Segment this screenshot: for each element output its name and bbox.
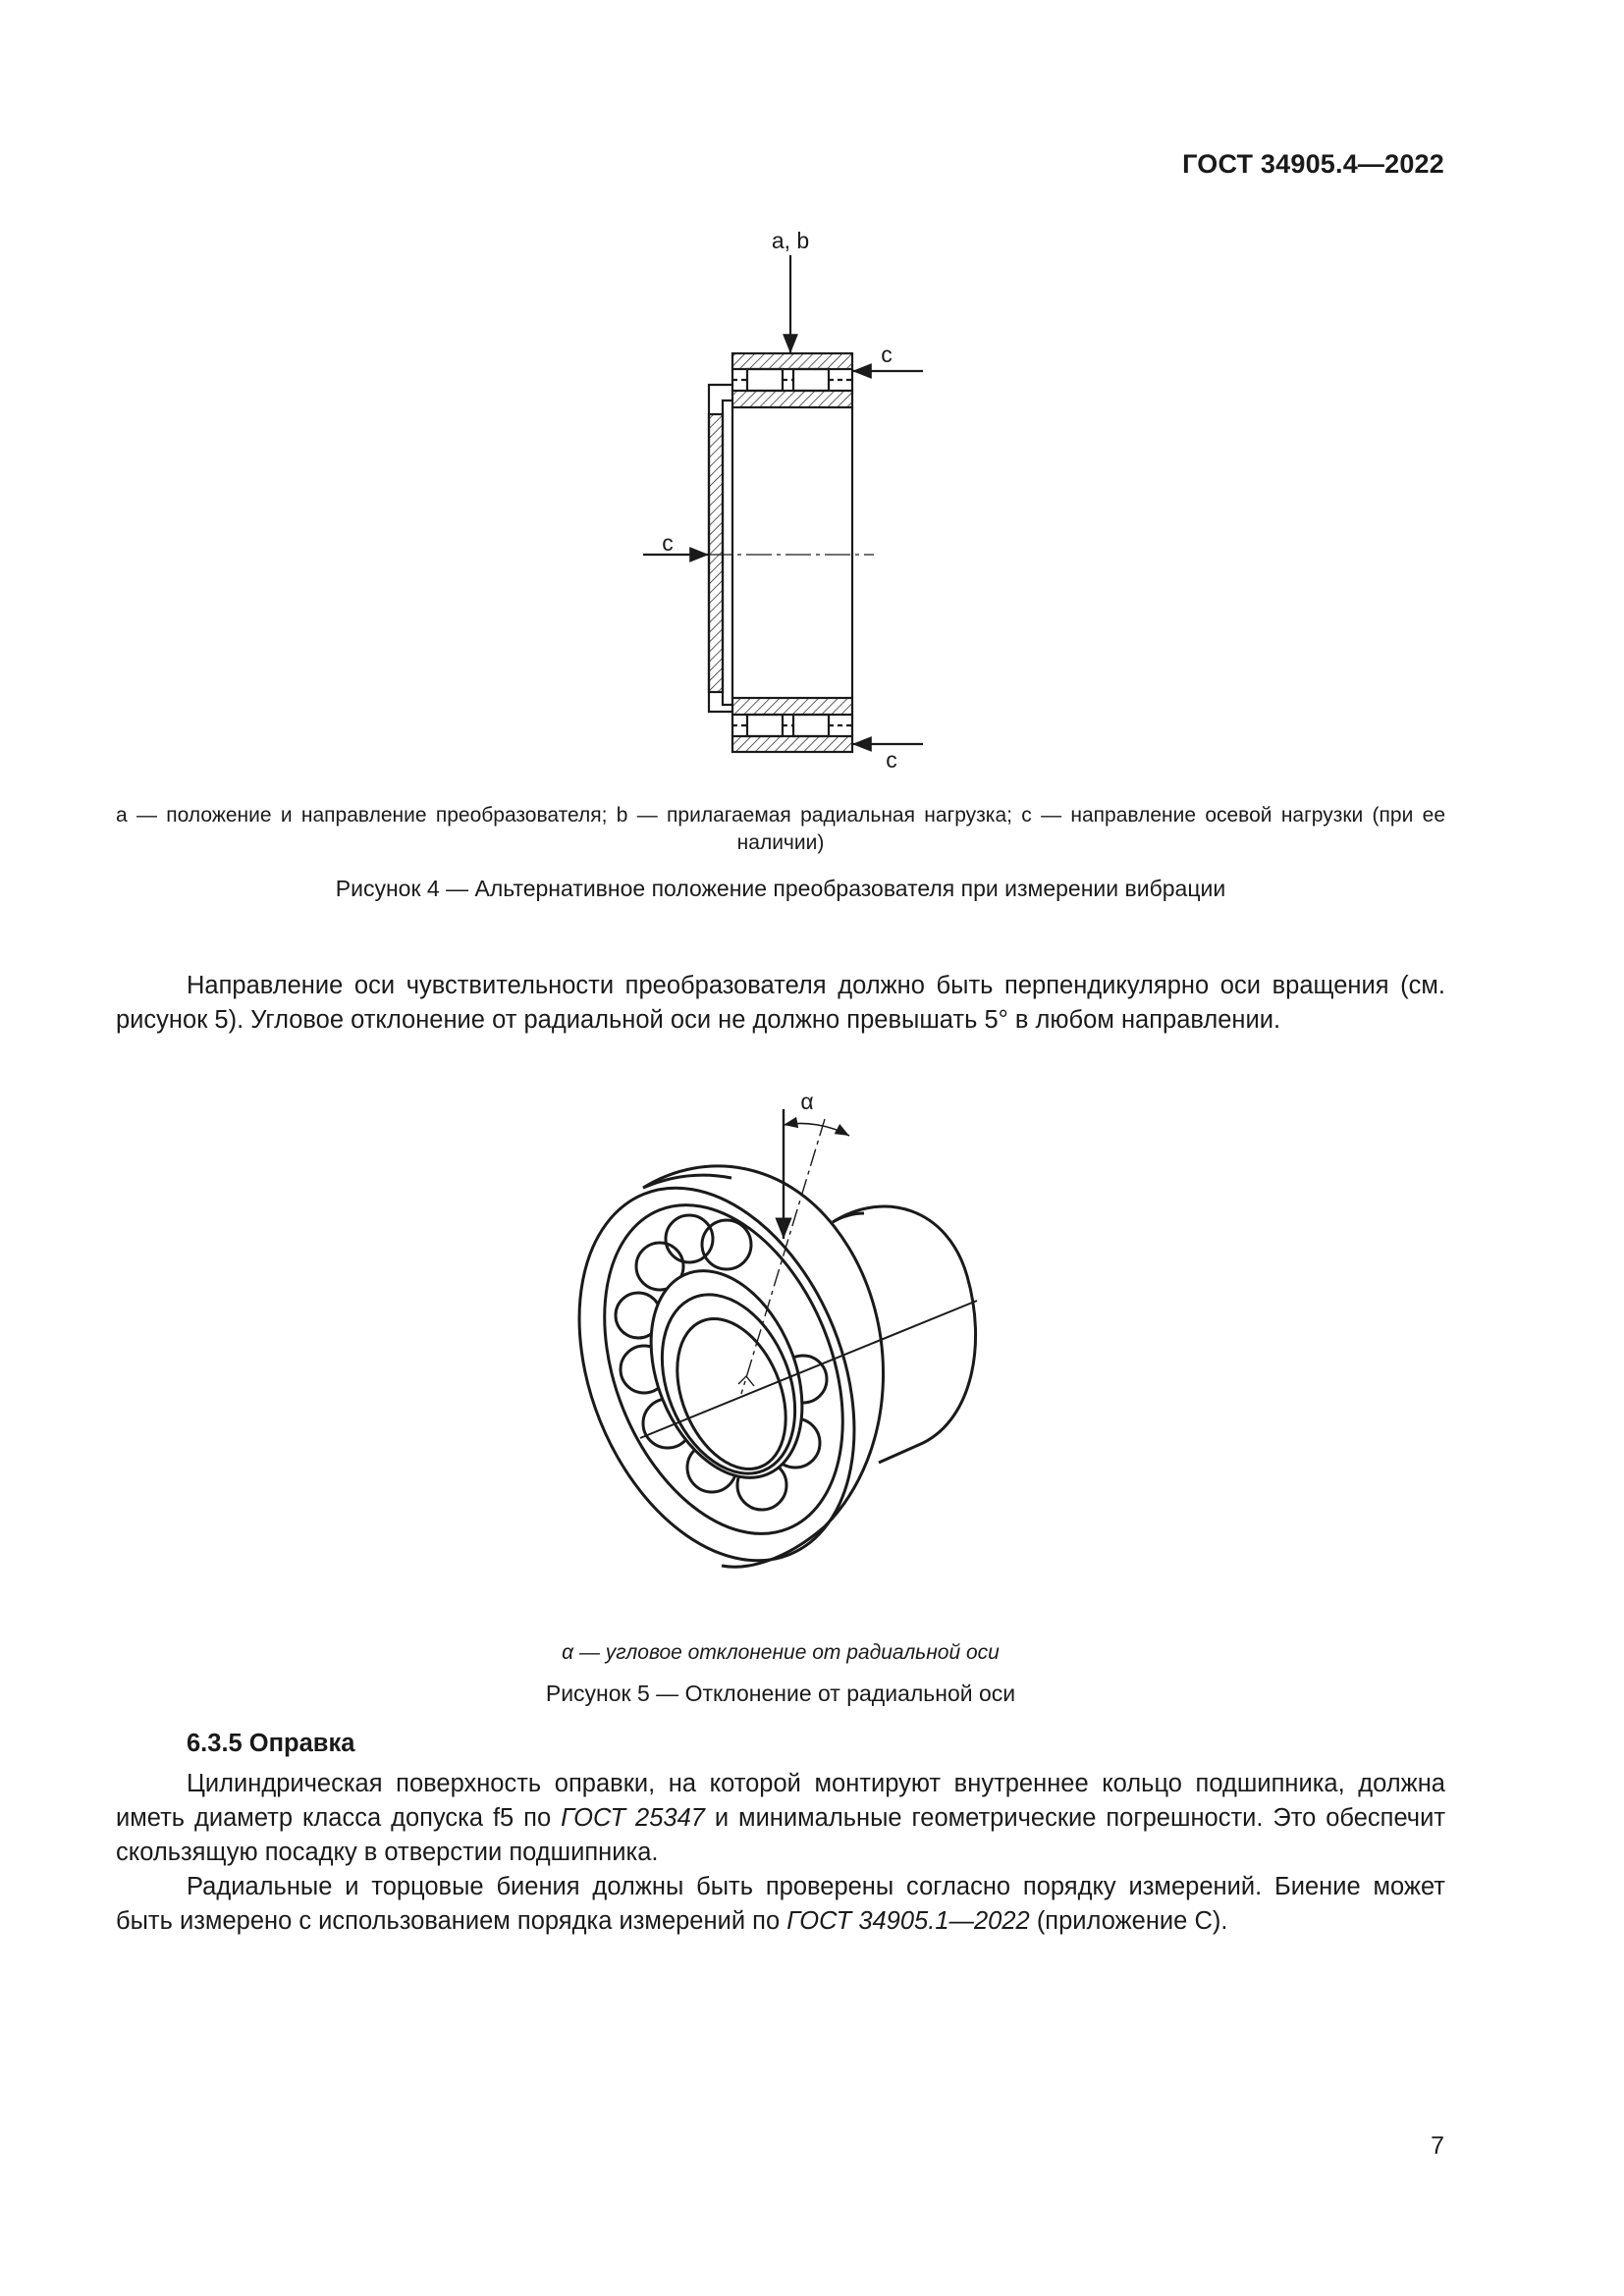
figure-4-label-ab: a, b (771, 228, 810, 253)
figure-4-label-c-top: c (881, 342, 893, 367)
figure-4-label-c-bottom: c (886, 747, 897, 773)
figure-5-legend: α — угловое отклонение от радиальной оси (562, 1641, 1000, 1664)
document-number-header: ГОСТ 34905.4—2022 (1182, 149, 1444, 179)
paragraph-runout-check: Радиальные и торцовые биения должны быть проверены согласно порядку измерений. Биение может быть измерено с использованием порядка измерений по ГОСТ 34905.1—2022 (приложение C). (116, 1873, 1445, 1935)
section-title-6-3-5: 6.3.5 Оправка (187, 1730, 355, 1757)
figure-4-label-c-left: c (662, 530, 674, 556)
section-6-3-5-body (116, 1767, 1445, 1939)
figure-5-bearing-isometric-drawing (569, 1075, 1001, 1625)
paragraph-sensitivity-axis: Направление оси чувствительности преобразователя должно быть перпендикулярно оси вращения (см. рисунок 5). Угловое отклонение от радиальной оси не должно превышать 5° в любом направлении. (116, 972, 1445, 1034)
reference-gost-34905-1: ГОСТ 34905.1—2022 (786, 1907, 1030, 1935)
figure-4-legend: a — положение и направление преобразователя; b — прилагаемая радиальная нагрузка; c — направление осевой нагрузки (при ее наличии) (116, 804, 1445, 854)
paragraph-mandrel-surface: Цилиндрическая поверхность оправки, на которой монтируют внутреннее кольцо подшипника, должна иметь диаметр класса допуска f5 по ГОСТ 25347 и минимальные геометрические погрешности. Это обеспечит скользящую посадку в отверстии подшипника. (116, 1770, 1446, 1866)
page-number: 7 (1431, 2132, 1444, 2160)
figure-5-caption: Рисунок 5 — Отклонение от радиальной оси (545, 1681, 1016, 1706)
reference-gost-25347: ГОСТ 25347 (561, 1804, 705, 1832)
figure-5-label-alpha: α (800, 1089, 814, 1114)
figure-4-bearing-section-drawing (609, 221, 933, 780)
figure-4-caption: Рисунок 4 — Альтернативное положение преобразователя при измерении вибрации (335, 876, 1226, 901)
